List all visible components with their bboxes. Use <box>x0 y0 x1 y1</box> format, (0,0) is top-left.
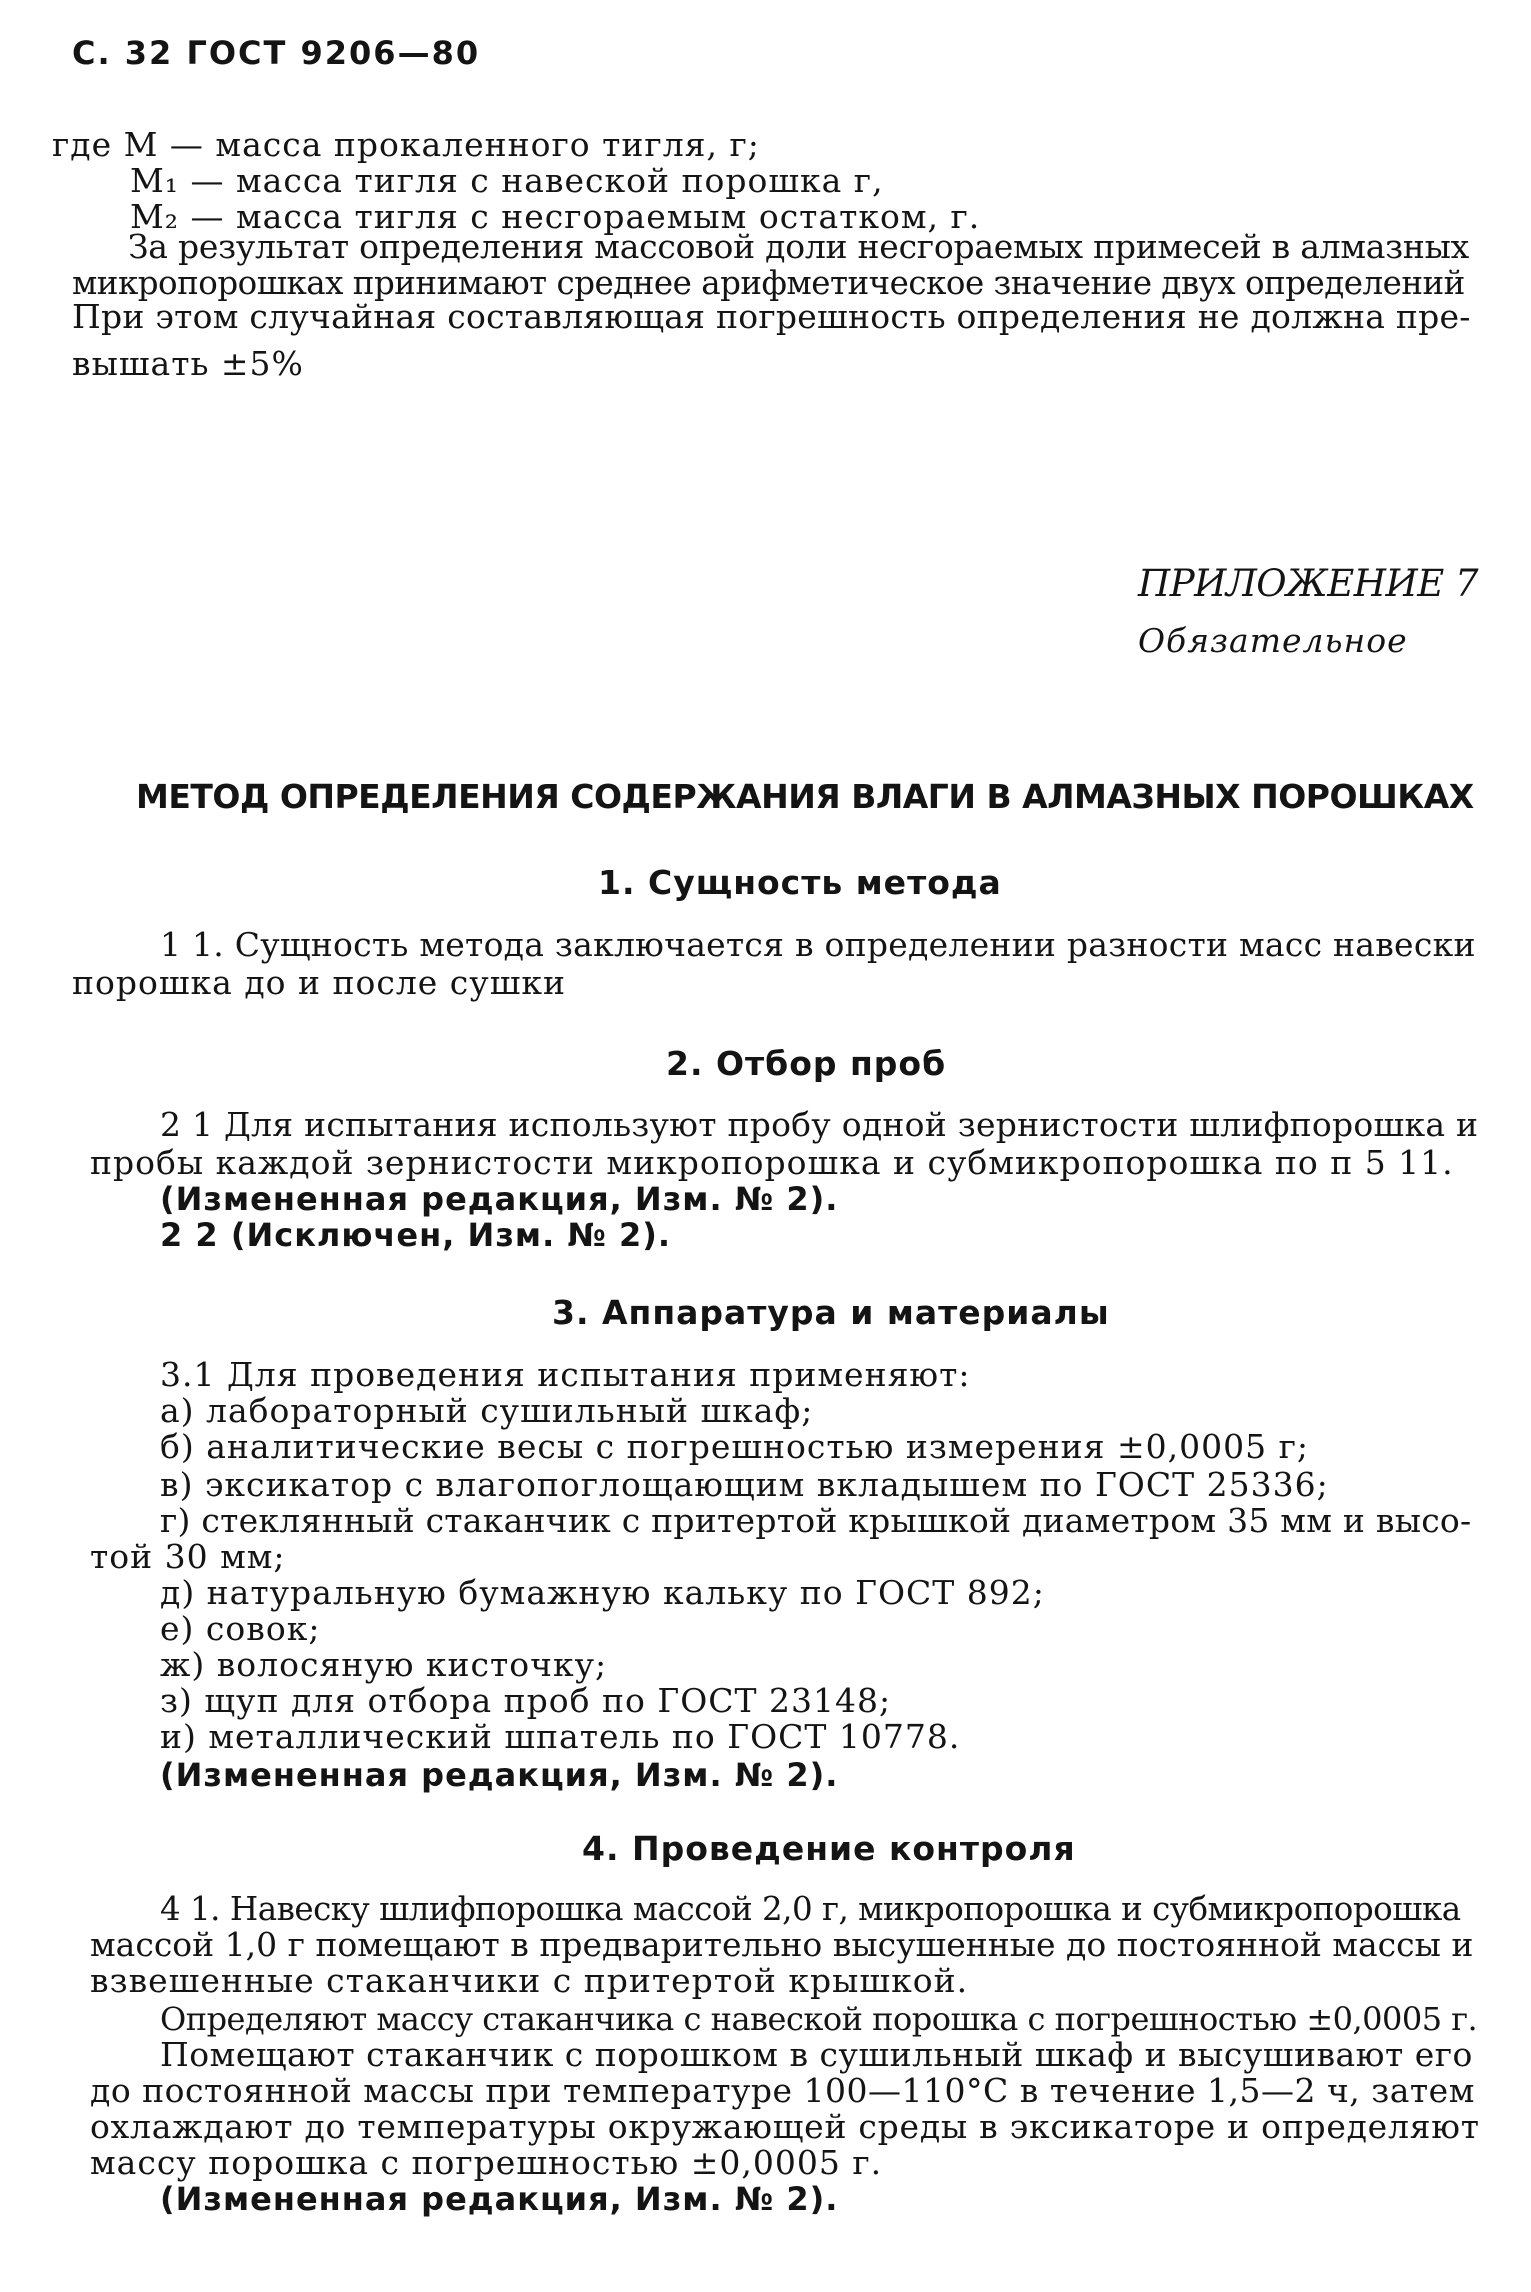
s3-item-zh: ж) волосяную кисточку; <box>160 1645 608 1684</box>
s2-amendment-note: (Измененная редакция, Изм. № 2). <box>160 1180 839 1218</box>
s1-line-2: порошка до и после сушки <box>72 963 567 1002</box>
top-line-4: За результат определения массовой доли несгораемых примесей в алмазных <box>128 227 1470 266</box>
s2-line-1: 2 1 Для испытания используют пробу одной зернистости шлифпорошка и <box>160 1105 1479 1144</box>
s3-line-1: 3.1 Для проведения испытания применяют: <box>160 1355 971 1394</box>
s3-amendment-note: (Измененная редакция, Изм. № 2). <box>160 1756 839 1794</box>
s4-line-7: охлаждают до температуры окружающей среды в эксикаторе и определяют <box>90 2107 1480 2146</box>
s4-line-3: взвешенные стаканчики с притертой крышкой. <box>90 1961 969 2000</box>
s3-item-e: е) совок; <box>160 1609 321 1648</box>
s3-item-z: з) щуп для отбора проб по ГОСТ 23148; <box>160 1681 892 1720</box>
s3-item-b: б) аналитические весы с погрешностью измерения ±0,0005 г; <box>160 1427 1309 1466</box>
section-3-heading: 3. Аппаратура и материалы <box>552 1293 1110 1332</box>
s4-line-4: Определяют массу стаканчика с навеской порошка с погрешностью ±0,0005 г. <box>160 2000 1478 2038</box>
s3-item-d: д) натуральную бумажную кальку по ГОСТ 892; <box>160 1573 1045 1612</box>
s2-excluded-note: 2 2 (Исключен, Изм. № 2). <box>160 1216 672 1254</box>
s4-line-2: массой 1,0 г помещают в предварительно высушенные до постоянной массы и <box>90 1925 1474 1964</box>
s1-line-1: 1 1. Сущность метода заключается в определении разности масс навески <box>160 925 1476 964</box>
s3-item-a: а) лабораторный сушильный шкаф; <box>160 1391 814 1430</box>
s4-line-8: массу порошка с погрешностью ±0,0005 г. <box>90 2143 883 2182</box>
top-line-1: где M — масса прокаленного тигля, г; <box>52 125 760 164</box>
top-line-7: вышать ±5% <box>72 344 304 383</box>
document-title: МЕТОД ОПРЕДЕЛЕНИЯ СОДЕРЖАНИЯ ВЛАГИ В АЛМАЗНЫХ ПОРОШКАХ <box>136 777 1474 816</box>
s4-line-1: 4 1. Навеску шлифпорошка массой 2,0 г, микропорошка и субмикропорошка <box>160 1890 1461 1928</box>
page-header: С. 32 ГОСТ 9206—80 <box>72 34 481 72</box>
top-line-2: M₁ — масса тигля с навеской порошка г, <box>130 161 884 200</box>
appendix-label: ПРИЛОЖЕНИЕ 7 <box>1138 562 1479 605</box>
s4-amendment-note: (Измененная редакция, Изм. № 2). <box>160 2180 839 2218</box>
section-4-heading: 4. Проведение контроля <box>582 1829 1076 1868</box>
appendix-status: Обязательное <box>1138 621 1408 660</box>
s4-line-6: до постоянной массы при температуре 100—110°C в течение 1,5—2 ч, затем <box>90 2071 1475 2110</box>
s3-item-g-cont: той 30 мм; <box>90 1537 286 1576</box>
top-line-6: При этом случайная составляющая погрешность определения не должна пре- <box>72 297 1471 336</box>
top-line-5: микропорошках принимают среднее арифметическое значение двух определений <box>72 264 1465 302</box>
section-1-heading: 1. Сущность метода <box>598 863 1002 902</box>
s2-line-2: пробы каждой зернистости микропорошка и субмикропорошка по п 5 11. <box>90 1143 1454 1182</box>
s4-line-5: Помещают стаканчик с порошком в сушильный шкаф и высушивают его <box>160 2035 1473 2074</box>
top-line-3: M₂ — масса тигля с несгораемым остатком, г. <box>130 197 981 236</box>
s3-item-g: г) стеклянный стаканчик с притертой крышкой диаметром 35 мм и высо- <box>160 1501 1472 1540</box>
s3-item-v: в) эксикатор с влагопоглощающим вкладышем по ГОСТ 25336; <box>160 1465 1329 1504</box>
s3-item-i: и) металлический шпатель по ГОСТ 10778. <box>160 1717 961 1756</box>
section-2-heading: 2. Отбор проб <box>666 1044 947 1083</box>
